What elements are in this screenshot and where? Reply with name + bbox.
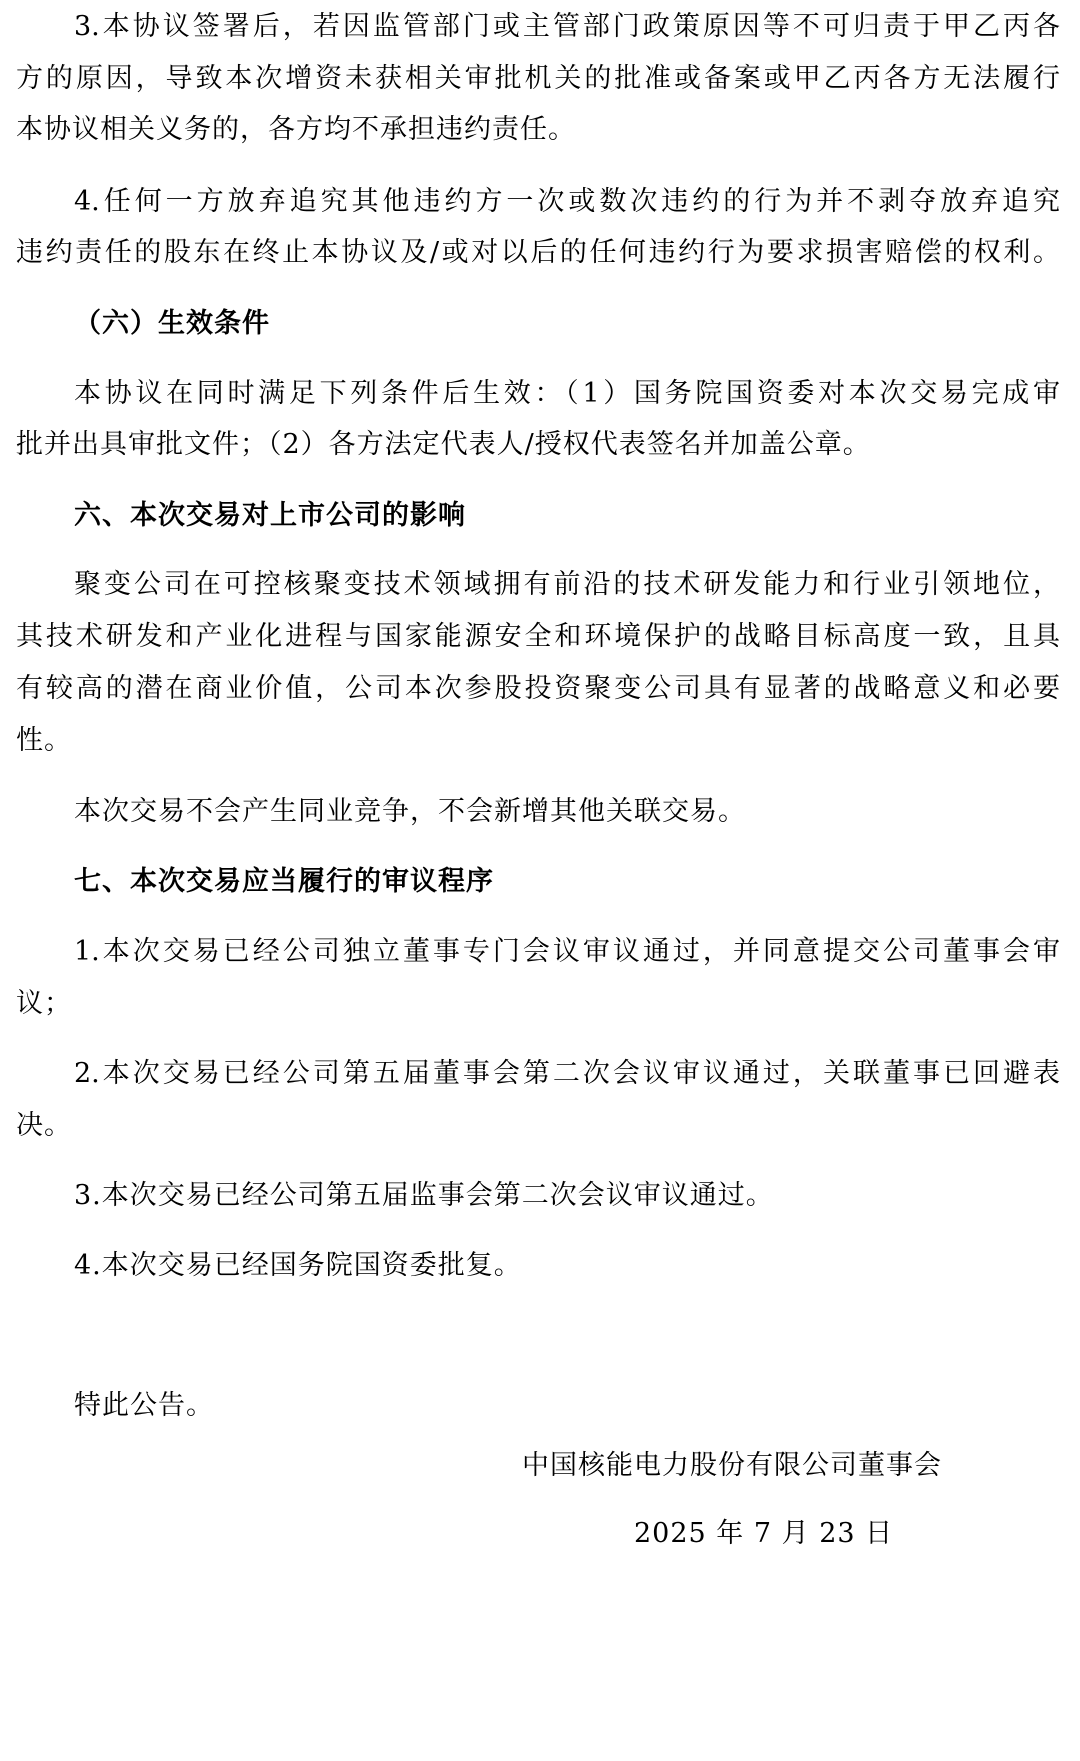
paragraph-item4-line1: 4.任何一方放弃追究其他违约方一次或数次违约的行为并不剥夺放弃追究 (74, 186, 1060, 217)
heading-section-six: 六、本次交易对上市公司的影响 (74, 500, 466, 531)
paragraph-procedure3: 3.本次交易已经公司第五届监事会第二次会议审议通过。 (74, 1180, 774, 1211)
paragraph-procedure1-line2: 议； (16, 988, 72, 1019)
paragraph-procedure4: 4.本次交易已经国务院国资委批复。 (74, 1250, 522, 1281)
paragraph-item4-line2: 违约责任的股东在终止本协议及/或对以后的任何违约行为要求损害赔偿的权利。 (16, 237, 1060, 268)
paragraph-procedure1-line1: 1.本次交易已经公司独立董事专门会议审议通过，并同意提交公司董事会审 (74, 936, 1060, 967)
signatory-board: 中国核能电力股份有限公司董事会 (522, 1450, 942, 1481)
paragraph-impact-line3: 有较高的潜在商业价值，公司本次参股投资聚变公司具有显著的战略意义和必要 (16, 673, 1060, 704)
paragraph-impact-line4: 性。 (16, 725, 72, 756)
heading-section-seven: 七、本次交易应当履行的审议程序 (74, 866, 494, 897)
closing-statement: 特此公告。 (74, 1390, 214, 1421)
paragraph-effect-line2: 批并出具审批文件；（2）各方法定代表人/授权代表签名并加盖公章。 (16, 429, 871, 460)
paragraph-item3-line1: 3.本协议签署后，若因监管部门或主管部门政策原因等不可归责于甲乙丙各 (74, 11, 1060, 42)
announcement-date: 2025 年 7 月 23 日 (634, 1518, 894, 1549)
paragraph-item3-line3: 本协议相关义务的，各方均不承担违约责任。 (16, 114, 576, 145)
paragraph-procedure2-line2: 决。 (16, 1110, 72, 1141)
paragraph-impact-line2: 其技术研发和产业化进程与国家能源安全和环境保护的战略目标高度一致，且具 (16, 621, 1060, 652)
paragraph-impact2: 本次交易不会产生同业竞争，不会新增其他关联交易。 (74, 796, 746, 827)
paragraph-item3-line2: 方的原因，导致本次增资未获相关审批机关的批准或备案或甲乙丙各方无法履行 (16, 63, 1060, 94)
paragraph-procedure2-line1: 2.本次交易已经公司第五届董事会第二次会议审议通过，关联董事已回避表 (74, 1058, 1060, 1089)
paragraph-effect-line1: 本协议在同时满足下列条件后生效：（1）国务院国资委对本次交易完成审 (74, 378, 1060, 409)
paragraph-impact-line1: 聚变公司在可控核聚变技术领域拥有前沿的技术研发能力和行业引领地位， (74, 569, 1060, 600)
subheading-effect-conditions: （六）生效条件 (74, 308, 270, 339)
